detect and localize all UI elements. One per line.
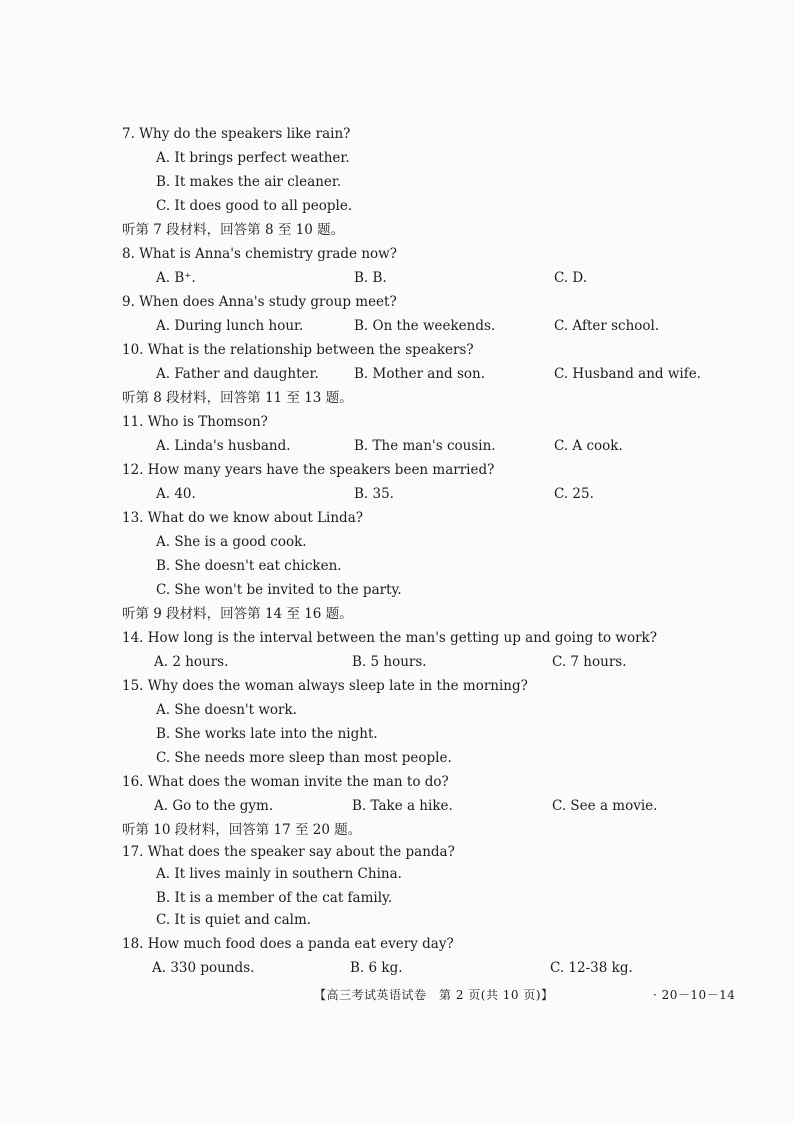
option-c: C. See a movie. — [552, 798, 658, 814]
option-a: A. Linda's husband. — [156, 438, 291, 454]
option-c: C. It does good to all people. — [156, 198, 353, 214]
option-b: B. Mother and son. — [354, 366, 486, 382]
option-a: A. It lives mainly in southern China. — [156, 866, 402, 882]
option-c: C. 7 hours. — [552, 654, 627, 670]
question-text: 17. What does the speaker say about the panda? — [122, 844, 455, 860]
question-text: 7. Why do the speakers like rain? — [122, 126, 351, 142]
question-text: 10. What is the relationship between the speakers? — [122, 342, 474, 358]
option-b: B. 6 kg. — [350, 960, 403, 976]
question-text: 8. What is Anna's chemistry grade now? — [122, 246, 397, 262]
option-c: C. She needs more sleep than most people. — [156, 750, 452, 766]
question-text: 9. When does Anna's study group meet? — [122, 294, 397, 310]
option-b: B. It makes the air cleaner. — [156, 174, 342, 190]
question-text: 14. How long is the interval between the man's getting up and going to work? — [122, 630, 657, 646]
option-c: C. 25. — [554, 486, 594, 502]
question-text: 11. Who is Thomson? — [122, 414, 268, 430]
option-a: A. 2 hours. — [154, 654, 229, 670]
question-text: 18. How much food does a panda eat every day? — [122, 936, 454, 952]
option-b: B. On the weekends. — [354, 318, 496, 334]
option-c: C. A cook. — [554, 438, 623, 454]
option-b: B. She doesn't eat chicken. — [156, 558, 342, 574]
question-text: 12. How many years have the speakers been married? — [122, 462, 495, 478]
option-c: C. She won't be invited to the party. — [156, 582, 402, 598]
option-c: C. 12-38 kg. — [550, 960, 633, 976]
option-b: B. 5 hours. — [352, 654, 427, 670]
option-c: C. D. — [554, 270, 588, 286]
page-footer: 【高三考试英语试卷 第 2 页(共 10 页)】 — [314, 988, 554, 1002]
option-c: C. Husband and wife. — [554, 366, 701, 382]
question-text: 13. What do we know about Linda? — [122, 510, 363, 526]
option-a: A. B⁺. — [156, 270, 196, 286]
option-a: A. 330 pounds. — [152, 960, 255, 976]
option-a: A. She doesn't work. — [156, 702, 297, 718]
exam-code: · 20－10－14 — [653, 988, 736, 1002]
option-b: B. She works late into the night. — [156, 726, 378, 742]
option-a: A. Father and daughter. — [156, 366, 319, 382]
option-b: B. B. — [354, 270, 387, 286]
question-text: 16. What does the woman invite the man to do? — [122, 774, 449, 790]
option-c: C. It is quiet and calm. — [156, 912, 312, 928]
option-c: C. After school. — [554, 318, 660, 334]
option-b: B. It is a member of the cat family. — [156, 890, 393, 906]
option-a: A. She is a good cook. — [156, 534, 307, 550]
question-text: 15. Why does the woman always sleep late in the morning? — [122, 678, 528, 694]
option-a: A. Go to the gym. — [154, 798, 274, 814]
option-a: A. 40. — [156, 486, 196, 502]
option-b: B. Take a hike. — [352, 798, 453, 814]
option-a: A. It brings perfect weather. — [156, 150, 350, 166]
exam-page: 7. Why do the speakers like rain? A. It brings perfect weather. B. It makes the air cleaner. C. It does good to all people. 听第 7 段材料，回答第 8 至 10 题。 8. What is Anna's chemistry grade now? A. B⁺. B. B. C. D. 9. When does Anna's study group meet? A. During lunch hour. B. On the weekends. C. After school. 10. What is the relationship between the speakers? A. Father and daughter. B. Mother and son. C. Husband and wife. 听第 8 段材料，回答第 11 至 13 题。 11. Who is Thomson? A. Linda's husband. B. The man's cousin. C. A cook. 12. How many years have the speakers been married? A. 40. B. 35. C. 25. 13. What do we know about Linda? A. She is a good cook. B. She doesn't eat chicken. C. She won't be invited to the party. 听第 9 段材料，回答第 14 至 16 题。 14. How long is the interval between the man's getting up and going to work? A. 2 hours. B. 5 hours. C. 7 hours. 15. Why does the woman always sleep late in the morning? A. She doesn't work. B. She works late into the night. C. She needs more sleep than most people. 16. What does the woman invite the man to do? A. Go to the gym. B. Take a hike. C. See a movie. 听第 10 段材料，回答第 17 至 20 题。 17. What does the speaker say about the panda? A. It lives mainly in southern China. B. It is a member of the cat family. C. It is quiet and calm. 18. How much food does a panda eat every day? A. 330 pounds. B. 6 kg. C. 12-38 kg. 【高三考试英语试卷 第 2 页(共 10 页)】 · 20－10－14 — [122, 126, 736, 1002]
option-b: B. The man's cousin. — [354, 438, 496, 454]
option-b: B. 35. — [354, 486, 394, 502]
option-a: A. During lunch hour. — [156, 318, 304, 334]
